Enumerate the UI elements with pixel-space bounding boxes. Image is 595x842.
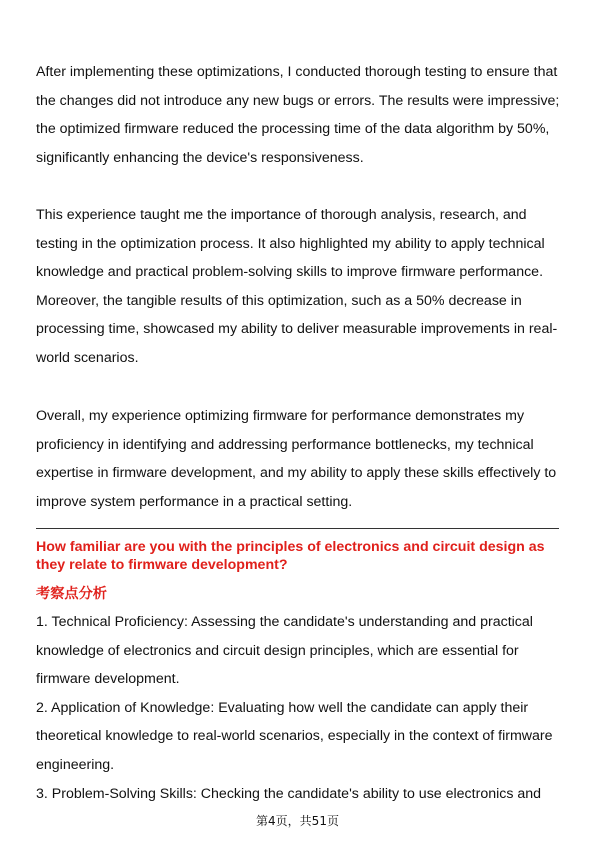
analysis-item: 3. Problem-Solving Skills: Checking the candidate's ability to use electronics and bbox=[36, 785, 542, 802]
analysis-item: 1. Technical Proficiency: Assessing the candidate's understanding and practical knowledge of electronics and circuit design principles, which are essential for firmware development. bbox=[36, 614, 533, 688]
page-number-footer: 第4页，共51页 bbox=[256, 814, 339, 828]
analysis-list bbox=[36, 608, 564, 808]
body-paragraph: After implementing these optimizations, I conducted thorough testing to ensure that the changes did not introduce any new bugs or errors. The results were impressive; the optimized firmware reduced the processing time of the data algorithm by 50%, significantly enhancing the device's responsiveness. bbox=[36, 64, 560, 166]
body-paragraph: Overall, my experience optimizing firmware for performance demonstrates my proficiency in identifying and addressing performance bottlenecks, my technical expertise in firmware development, and my ability to apply these skills effectively to improve system performance in a practical setting. bbox=[36, 408, 557, 510]
analysis-item: 2. Application of Knowledge: Evaluating how well the candidate can apply their theoretical knowledge to real-world scenarios, especially in the context of firmware engineering. bbox=[36, 699, 553, 773]
question-heading: How familiar are you with the principles of electronics and circuit design as they relate to firmware development? bbox=[36, 539, 545, 573]
analysis-heading: 考察点分析 bbox=[36, 586, 107, 602]
body-paragraph: This experience taught me the importance of thorough analysis, research, and testing in the optimization process. It also highlighted my ability to apply technical knowledge and practical problem-solving skills to improve firmware performance. Moreover, the tangible results of this optimization, such as a 50% decrease in processing time, showcased my ability to deliver measurable improvements in real-world scenarios. bbox=[36, 207, 558, 366]
section-divider bbox=[36, 528, 559, 529]
